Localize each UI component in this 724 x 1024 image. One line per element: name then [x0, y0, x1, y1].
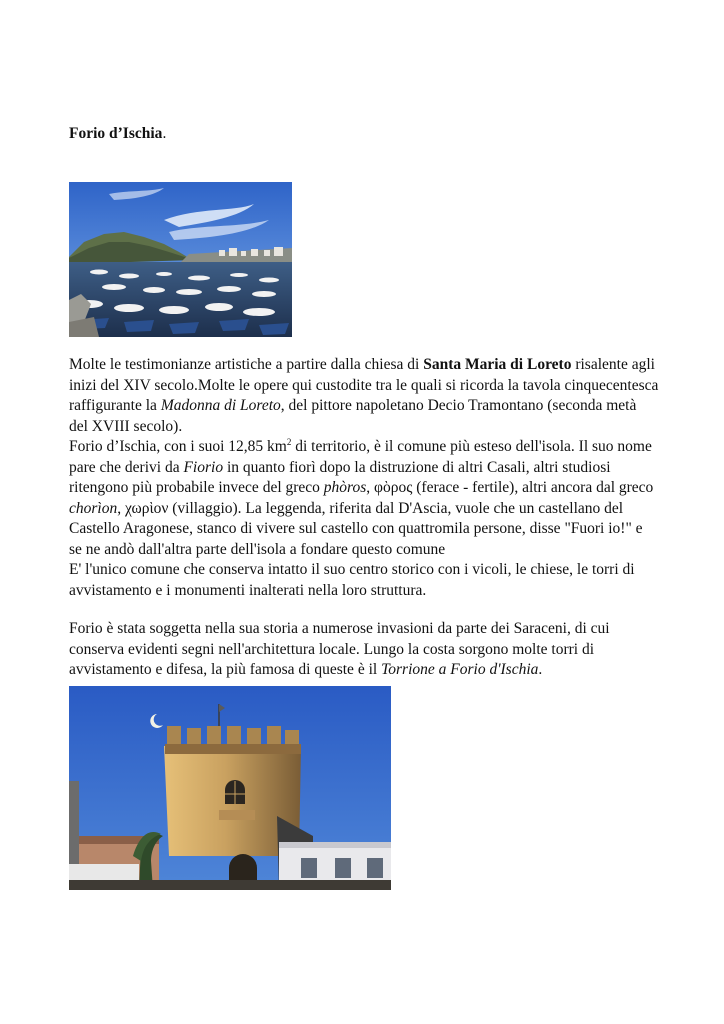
paragraph-2 — [69, 619, 659, 681]
paragraph-1-block-b — [69, 437, 659, 560]
text-span: . — [538, 661, 543, 678]
paragraph-1 — [69, 355, 659, 601]
title-text: Forio d’Ischia — [69, 125, 163, 142]
torrione-tower-photo-icon — [69, 686, 391, 890]
text-span: , del pittore napoletano Decio Tramontano (seconda metà del XVIII secolo). — [69, 397, 637, 435]
italic-painting-name: Madonna di Loreto — [160, 397, 281, 414]
text-span: , φὸρος (ferace - fertile), altri ancora dal greco — [366, 479, 654, 496]
italic-word: phòros — [323, 479, 367, 496]
text-span: , χωρὶον (villaggio). La leggenda, riferita dal D'Ascia, vuole che un castellano del Castello Aragonese, stanco di vivere sul castello con quattromila persone, disse "Fuori io!" e se ne andò dall'altra parte dell'isola a fondare questo comune — [69, 499, 643, 558]
superscript: 2 — [286, 436, 292, 447]
bold-church-name: Santa Maria di Loreto — [423, 356, 572, 373]
italic-word: chorìon — [69, 499, 118, 517]
text-span: risalente agli inizi del XIV secolo.Molte le opere qui custodite tra le quali si ricorda la tavola cinquecentesca raffigurante la — [69, 356, 659, 414]
paragraph-2-text — [69, 619, 659, 681]
paragraph-1-block-c: E' l'unico comune che conserva intatto il suo centro storico con i vicoli, le chiese, le torri di avvistamento e i monumenti inalterati nella loro struttura. — [69, 561, 635, 599]
text-span: Forio è stata soggetta nella sua storia a numerose invasioni da parte dei Saraceni, di cui conserva evidenti segni nell'architettura locale. Lungo la costa sorgono molte torri di avvistamento e difesa, la più famosa di queste è il — [69, 620, 610, 678]
text-span: Forio d’Ischia, con i suoi 12,85 km — [69, 438, 287, 455]
paragraph-1-block-a — [69, 355, 659, 437]
text-span: Molte le testimonianze artistiche a partire dalla chiesa di — [69, 356, 424, 373]
tower-photo — [69, 686, 391, 890]
italic-tower-name: Torrione a Forio d'Ischia — [381, 661, 539, 678]
italic-word: Fiorio — [183, 458, 224, 476]
title-suffix: . — [162, 125, 167, 142]
harbor-photo-icon — [69, 182, 292, 337]
page-title — [69, 124, 166, 144]
text-span: in quanto fiorì dopo la distruzione di altri Casali, altri studiosi ritengono più probabile invece del greco — [69, 458, 611, 496]
text-span: di territorio, è il comune più esteso dell'isola. Il suo nome pare che derivi da — [69, 438, 652, 476]
harbor-photo — [69, 182, 292, 337]
